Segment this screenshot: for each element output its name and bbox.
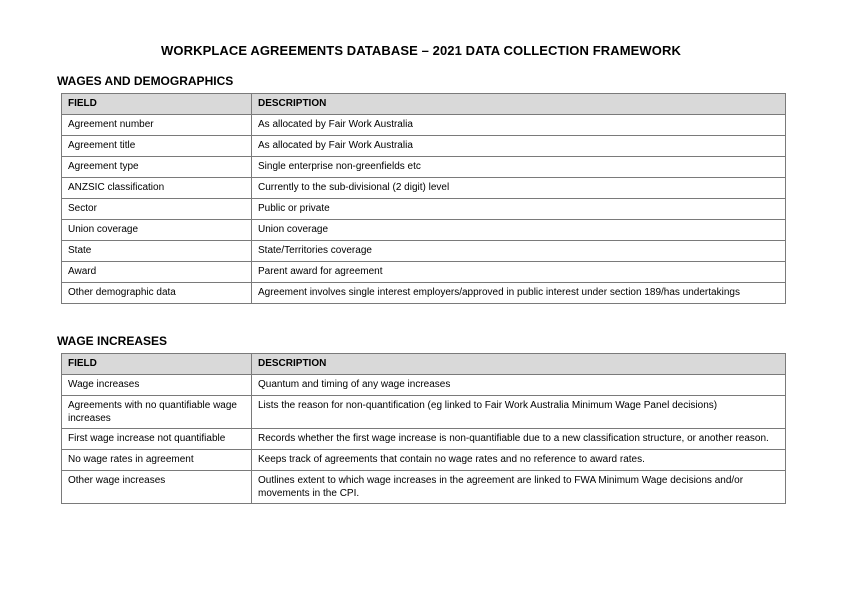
field-cell: Sector — [62, 199, 252, 220]
column-header-field: FIELD — [62, 94, 252, 115]
table-row — [62, 157, 786, 178]
section-heading-wage-increases: WAGE INCREASES — [57, 334, 168, 348]
table-row — [62, 375, 786, 396]
table-header-row — [62, 94, 786, 115]
description-cell: State/Territories coverage — [252, 241, 786, 262]
description-cell: Single enterprise non-greenfields etc — [252, 157, 786, 178]
description-cell: Records whether the first wage increase is non-quantifiable due to a new classification structure, or another reason. — [252, 429, 786, 450]
description-cell: Agreement involves single interest employers/approved in public interest under section 189/has undertakings — [252, 283, 786, 304]
description-cell: As allocated by Fair Work Australia — [252, 115, 786, 136]
field-cell: Agreement title — [62, 136, 252, 157]
field-cell: First wage increase not quantifiable — [62, 429, 252, 450]
description-cell: Quantum and timing of any wage increases — [252, 375, 786, 396]
table-header-row — [62, 354, 786, 375]
field-cell: Award — [62, 262, 252, 283]
table-row — [62, 241, 786, 262]
field-cell: ANZSIC classification — [62, 178, 252, 199]
field-cell: Other wage increases — [62, 471, 252, 504]
wages-demographics-table — [61, 93, 786, 304]
description-cell: Public or private — [252, 199, 786, 220]
field-cell: Agreement number — [62, 115, 252, 136]
description-cell: Union coverage — [252, 220, 786, 241]
column-header-description: DESCRIPTION — [252, 354, 786, 375]
table-row — [62, 199, 786, 220]
description-cell: Parent award for agreement — [252, 262, 786, 283]
table-row — [62, 471, 786, 504]
description-cell: Lists the reason for non-quantification (eg linked to Fair Work Australia Minimum Wage Panel decisions) — [252, 396, 786, 429]
column-header-description: DESCRIPTION — [252, 94, 786, 115]
column-header-field: FIELD — [62, 354, 252, 375]
field-cell: Agreement type — [62, 157, 252, 178]
wage-increases-table — [61, 353, 786, 504]
table-row — [62, 262, 786, 283]
field-cell: No wage rates in agreement — [62, 450, 252, 471]
table-row — [62, 136, 786, 157]
field-cell: Other demographic data — [62, 283, 252, 304]
table-row — [62, 178, 786, 199]
document-title: WORKPLACE AGREEMENTS DATABASE – 2021 DATA COLLECTION FRAMEWORK — [161, 43, 681, 58]
section-heading-wages-demographics: WAGES AND DEMOGRAPHICS — [57, 74, 234, 88]
description-cell: Keeps track of agreements that contain no wage rates and no reference to award rates. — [252, 450, 786, 471]
table-row — [62, 429, 786, 450]
field-cell: Wage increases — [62, 375, 252, 396]
table-row — [62, 283, 786, 304]
table-row — [62, 220, 786, 241]
description-cell: Outlines extent to which wage increases in the agreement are linked to FWA Minimum Wage decisions and/or movements in the CPI. — [252, 471, 786, 504]
field-cell: State — [62, 241, 252, 262]
field-cell: Union coverage — [62, 220, 252, 241]
table-row — [62, 115, 786, 136]
description-cell: As allocated by Fair Work Australia — [252, 136, 786, 157]
table-row — [62, 450, 786, 471]
description-cell: Currently to the sub-divisional (2 digit) level — [252, 178, 786, 199]
table-row — [62, 396, 786, 429]
field-cell: Agreements with no quantifiable wage increases — [62, 396, 252, 429]
